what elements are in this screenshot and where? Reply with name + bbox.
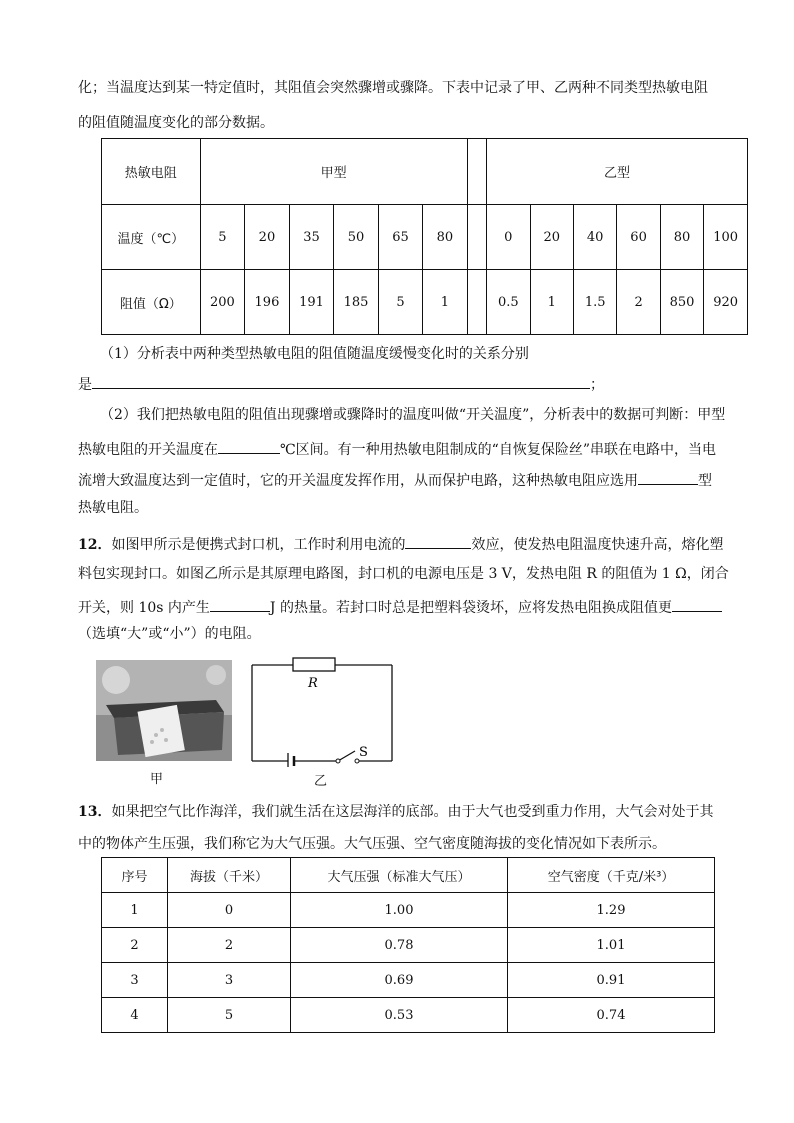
q12-text-d: （选填“大”或“小”）的电阻。 bbox=[78, 626, 261, 642]
intro-line-1: 化；当温度达到某一特定值时，其阻值会突然骤增或骤降。下表中记录了甲、乙两种不同类型热敏电阻 bbox=[78, 80, 708, 96]
header-altitude: 海拔（千米） bbox=[168, 858, 291, 893]
q11-part1-text: （1）分析表中两种类型热敏电阻的阻值随温度缓慢变化时的关系分别 bbox=[100, 346, 529, 362]
a-temp-cell: 65 bbox=[378, 205, 422, 270]
q11-part2-text-d: 热敏电阻。 bbox=[78, 500, 148, 516]
a-temp-cell: 20 bbox=[245, 205, 290, 270]
q11-part2-line3 bbox=[78, 468, 712, 491]
thermistor-table bbox=[101, 138, 748, 335]
q12-line1 bbox=[78, 532, 723, 555]
header-density: 空气密度（千克/米³） bbox=[508, 858, 715, 893]
b-res-cell: 0.5 bbox=[487, 270, 530, 335]
b-temp-cell: 100 bbox=[704, 205, 748, 270]
table-row bbox=[102, 893, 715, 928]
temp-row-label: 温度（℃） bbox=[102, 205, 201, 270]
cell: 2 bbox=[168, 928, 291, 963]
answer-blank[interactable] bbox=[638, 468, 698, 485]
cell: 0 bbox=[168, 893, 291, 928]
q11-part1-end: ； bbox=[590, 377, 604, 393]
pressure-table bbox=[101, 857, 715, 1033]
a-temp-cell: 50 bbox=[334, 205, 379, 270]
header-index: 序号 bbox=[102, 858, 168, 893]
cell: 3 bbox=[102, 963, 168, 998]
cell: 1.01 bbox=[508, 928, 715, 963]
b-res-cell: 920 bbox=[704, 270, 748, 335]
switch-pivot bbox=[336, 759, 340, 763]
cell: 0.53 bbox=[291, 998, 508, 1033]
type-a-header: 甲型 bbox=[200, 139, 467, 205]
cell: 3 bbox=[168, 963, 291, 998]
q13-text-b: 中的物体产生压强，我们称它为大气压强。大气压强、空气密度随海拔的变化情况如下表所示。 bbox=[78, 836, 666, 852]
q12-line2 bbox=[78, 564, 729, 584]
q12-text-a1: 如图甲所示是便携式封口机，工作时利用电流的 bbox=[111, 537, 406, 553]
figure-b-caption: 乙 bbox=[314, 774, 328, 789]
q13-line1 bbox=[78, 802, 713, 822]
a-temp-cell: 80 bbox=[423, 205, 467, 270]
q13-line2 bbox=[78, 834, 666, 854]
b-temp-cell: 20 bbox=[530, 205, 573, 270]
table-row bbox=[102, 928, 715, 963]
cell: 4 bbox=[102, 998, 168, 1033]
q11-part1-prefix: 是 bbox=[78, 377, 92, 393]
q12-text-b: 料包实现封口。如图乙所示是其原理电路图，封口机的电源电压是 3 V，发热电阻 R 的阻值为 1 Ω，闭合 bbox=[78, 566, 729, 582]
b-temp-cell: 80 bbox=[660, 205, 704, 270]
cell: 0.91 bbox=[508, 963, 715, 998]
sealer-photo bbox=[96, 660, 232, 761]
q11-part2-line4 bbox=[78, 498, 148, 518]
figure-a-caption: 甲 bbox=[150, 772, 164, 787]
q12-text-c2: J 的热量。若封口时总是把塑料袋烫坏，应将发热电阻换成阻值更 bbox=[269, 600, 672, 616]
b-temp-cell: 40 bbox=[573, 205, 616, 270]
switch-lever bbox=[338, 751, 355, 761]
circuit-diagram bbox=[248, 655, 396, 767]
q12-line4 bbox=[78, 624, 261, 644]
a-res-cell: 185 bbox=[334, 270, 379, 335]
q11-part2-line2 bbox=[78, 437, 716, 460]
resistor-symbol bbox=[293, 658, 335, 671]
spacer-cell bbox=[467, 205, 487, 270]
q11-part1-line2 bbox=[78, 372, 604, 395]
q11-part2-text-c2: 型 bbox=[698, 473, 712, 489]
q12-text-c1: 开关，则 10s 内产生 bbox=[78, 600, 210, 616]
a-res-cell: 200 bbox=[200, 270, 245, 335]
answer-blank[interactable] bbox=[218, 437, 280, 454]
q13-number: 13． bbox=[78, 804, 112, 820]
cell: 0.74 bbox=[508, 998, 715, 1033]
a-temp-cell: 35 bbox=[289, 205, 334, 270]
q12-line3 bbox=[78, 595, 722, 618]
header-pressure: 大气压强（标准大气压） bbox=[291, 858, 508, 893]
cell: 0.78 bbox=[291, 928, 508, 963]
cell: 0.69 bbox=[291, 963, 508, 998]
q13-text-a: 如果把空气比作海洋，我们就生活在这层海洋的底部。由于大气也受到重力作用，大气会对处于其 bbox=[111, 804, 714, 820]
spacer-cell bbox=[467, 139, 487, 205]
b-res-cell: 850 bbox=[660, 270, 704, 335]
q11-part1-line1 bbox=[100, 344, 529, 364]
answer-blank[interactable] bbox=[210, 595, 270, 612]
q12-number: 12． bbox=[78, 537, 112, 553]
sealer-illustration bbox=[96, 660, 232, 761]
type-b-header: 乙型 bbox=[487, 139, 748, 205]
answer-blank[interactable] bbox=[405, 532, 471, 549]
q11-part2-text-b1: 热敏电阻的开关温度在 bbox=[78, 442, 218, 458]
b-res-cell: 2 bbox=[617, 270, 660, 335]
answer-blank[interactable] bbox=[672, 595, 722, 612]
q11-part2-text-b2: ℃区间。有一种用热敏电阻制成的“自恢复保险丝”串联在电路中，当电 bbox=[280, 442, 716, 458]
q11-part2-line1 bbox=[100, 405, 725, 425]
res-row-label: 阻值（Ω） bbox=[102, 270, 201, 335]
cell: 2 bbox=[102, 928, 168, 963]
b-temp-cell: 60 bbox=[617, 205, 660, 270]
resistor-label: R bbox=[308, 676, 318, 691]
a-res-cell: 5 bbox=[378, 270, 422, 335]
a-res-cell: 196 bbox=[245, 270, 290, 335]
b-temp-cell: 0 bbox=[487, 205, 530, 270]
cell: 1.29 bbox=[508, 893, 715, 928]
q12-text-a2: 效应，使发热电阻温度快速升高，熔化塑 bbox=[471, 537, 724, 553]
b-res-cell: 1 bbox=[530, 270, 573, 335]
a-temp-cell: 5 bbox=[200, 205, 245, 270]
table-row bbox=[102, 963, 715, 998]
spacer-cell bbox=[467, 270, 487, 335]
table-row bbox=[102, 998, 715, 1033]
switch-label: S bbox=[359, 745, 368, 760]
cell: 1.00 bbox=[291, 893, 508, 928]
cell: 5 bbox=[168, 998, 291, 1033]
q11-part2-text-a: （2）我们把热敏电阻的阻值出现骤增或骤降时的温度叫做“开关温度”，分析表中的数据可判断：甲型 bbox=[100, 407, 726, 423]
a-res-cell: 191 bbox=[289, 270, 334, 335]
b-res-cell: 1.5 bbox=[573, 270, 616, 335]
a-res-cell: 1 bbox=[423, 270, 467, 335]
intro-line-2: 的阻值随温度变化的部分数据。 bbox=[78, 115, 274, 131]
answer-blank[interactable] bbox=[92, 372, 590, 389]
cell: 1 bbox=[102, 893, 168, 928]
table-corner: 热敏电阻 bbox=[102, 139, 201, 205]
q11-part2-text-c1: 流增大致温度达到一定值时，它的开关温度发挥作用，从而保护电路，这种热敏电阻应选用 bbox=[78, 473, 638, 489]
